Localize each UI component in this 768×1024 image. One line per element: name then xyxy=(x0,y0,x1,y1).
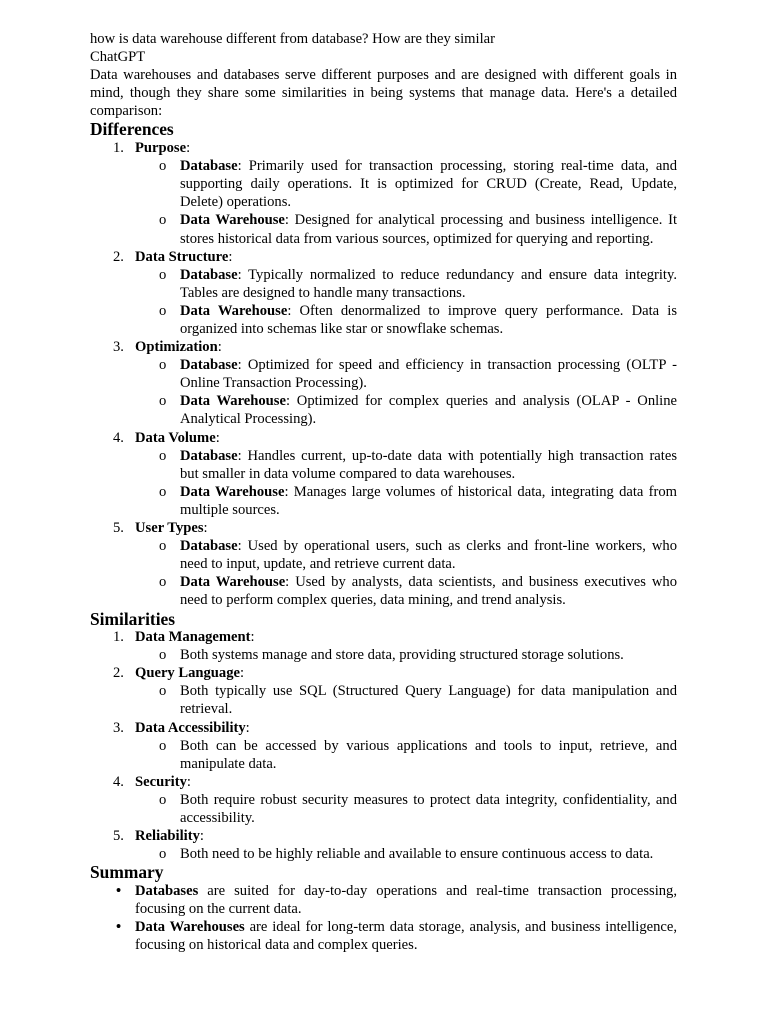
sub-list-item xyxy=(135,537,677,573)
sub-item-text: Both typically use SQL (Structured Query Language) for data manipulation and retrieval. xyxy=(180,683,677,718)
sub-item-text: : Typically normalized to reduce redundancy and ensure data integrity. Tables are designed to handle many transactions. xyxy=(180,266,677,301)
sub-list-item xyxy=(135,791,677,827)
summary-list xyxy=(90,882,677,954)
intro-paragraph: Data warehouses and databases serve different purposes and are designed with different goals in mind, though they share some similarities in being systems that manage data. Here's a detailed comparison: xyxy=(90,67,677,120)
list-item xyxy=(90,719,677,773)
summary-heading: Summary xyxy=(90,862,164,883)
sub-item-label: Database xyxy=(180,447,238,464)
circle-bullet-icon: o xyxy=(159,538,167,555)
circle-bullet-icon: o xyxy=(159,302,167,319)
sub-list-item xyxy=(135,447,677,483)
sub-list-item xyxy=(135,646,677,664)
sub-list xyxy=(135,266,677,338)
circle-bullet-icon: o xyxy=(159,483,167,500)
sub-item-text: : Used by operational users, such as clerks and front-line workers, who need to input, update, and retrieve current data. xyxy=(180,538,677,573)
sections-container xyxy=(90,120,677,863)
sub-item-text: : Often denormalized to improve query performance. Data is organized into schemas like star or snowflake schemas. xyxy=(180,302,677,337)
sub-list xyxy=(135,537,677,609)
item-number: 3. xyxy=(113,339,124,356)
list-item xyxy=(90,139,677,248)
sub-list-item xyxy=(135,211,677,247)
sub-item-label: Database xyxy=(180,158,238,175)
sub-list-item xyxy=(135,682,677,718)
circle-bullet-icon: o xyxy=(159,791,167,808)
summary-item-text: are ideal for long-term data storage, analysis, and business intelligence, focusing on historical data and complex queries. xyxy=(135,919,677,954)
sub-list-item xyxy=(135,845,677,863)
item-number: 2. xyxy=(113,665,124,682)
bullet-icon: • xyxy=(116,919,122,936)
circle-bullet-icon: o xyxy=(159,393,167,410)
sub-list-item xyxy=(135,157,677,211)
circle-bullet-icon: o xyxy=(159,846,167,863)
list-item xyxy=(90,628,677,664)
item-colon: : xyxy=(203,520,208,537)
sub-item-text: Both require robust security measures to protect data integrity, confidentiality, and accessibility. xyxy=(180,791,677,827)
item-number: 1. xyxy=(113,629,124,646)
circle-bullet-icon: o xyxy=(159,357,167,374)
sub-item-text: : Used by analysts, data scientists, and business executives who need to perform complex queries, data mining, and trend analysis. xyxy=(180,574,677,609)
sub-item-text: : Manages large volumes of historical data, integrating data from multiple sources. xyxy=(180,483,677,518)
summary-item-label: Data Warehouses xyxy=(135,919,245,936)
numbered-list xyxy=(90,139,677,609)
item-number: 4. xyxy=(113,429,124,446)
item-title: Data Management xyxy=(135,629,251,646)
circle-bullet-icon: o xyxy=(159,683,167,700)
circle-bullet-icon: o xyxy=(159,737,167,754)
list-item xyxy=(90,429,677,519)
sub-item-label: Database xyxy=(180,357,238,374)
summary-item-label: Databases xyxy=(135,882,199,899)
numbered-list xyxy=(90,628,677,863)
item-title: Reliability xyxy=(135,828,200,845)
sub-item-label: Database xyxy=(180,266,238,283)
sub-list-item xyxy=(135,392,677,428)
question-text: how is data warehouse different from database? How are they similar xyxy=(90,31,495,47)
item-colon: : xyxy=(250,629,255,646)
list-item xyxy=(90,338,677,428)
item-colon: : xyxy=(186,773,191,790)
sub-list xyxy=(135,157,677,247)
circle-bullet-icon: o xyxy=(159,574,167,591)
circle-bullet-icon: o xyxy=(159,447,167,464)
sub-item-text: : Primarily used for transaction processing, storing real-time data, and supporting daily operations. It is optimized for CRUD (Create, Read, Update, Delete) operations. xyxy=(180,158,677,211)
sub-list-item xyxy=(135,266,677,302)
item-title: Query Language xyxy=(135,665,240,682)
item-number: 3. xyxy=(113,719,124,736)
sub-list xyxy=(135,646,677,664)
item-title: Purpose xyxy=(135,140,187,157)
sub-item-text: : Optimized for speed and efficiency in transaction processing (OLTP - Online Transaction Processing). xyxy=(180,357,677,392)
summary-item xyxy=(90,918,677,954)
item-colon: : xyxy=(215,429,220,446)
circle-bullet-icon: o xyxy=(159,266,167,283)
item-number: 1. xyxy=(113,140,124,157)
item-number: 4. xyxy=(113,773,124,790)
sub-item-text: Both need to be highly reliable and available to ensure continuous access to data. xyxy=(180,846,654,863)
section-heading: Similarities xyxy=(90,608,176,629)
bullet-icon: • xyxy=(116,882,122,899)
item-title: Data Structure xyxy=(135,248,229,265)
item-colon: : xyxy=(240,665,245,682)
item-title: User Types xyxy=(135,520,204,537)
sub-list xyxy=(135,682,677,718)
summary-item xyxy=(90,882,677,918)
sub-item-text: Both can be accessed by various applications and tools to input, retrieve, and manipulate data. xyxy=(180,737,677,772)
sub-list xyxy=(135,845,677,863)
item-number: 2. xyxy=(113,248,124,265)
item-colon: : xyxy=(186,140,191,157)
circle-bullet-icon: o xyxy=(159,158,167,175)
item-title: Data Accessibility xyxy=(135,719,246,736)
list-item xyxy=(90,827,677,863)
item-title: Optimization xyxy=(135,339,218,356)
sub-item-label: Data Warehouse xyxy=(180,393,286,410)
sub-item-label: Data Warehouse xyxy=(180,302,288,319)
section-heading: Differences xyxy=(90,119,174,140)
sub-list-item xyxy=(135,356,677,392)
sub-item-text: : Optimized for complex queries and analysis (OLAP - Online Analytical Processing). xyxy=(180,393,678,428)
item-title: Data Volume xyxy=(135,429,216,446)
sub-list-item xyxy=(135,573,677,609)
item-title: Security xyxy=(135,773,187,790)
sub-item-text: : Handles current, up-to-date data with potentially high transaction rates but smaller in data volume compared to data warehouses. xyxy=(180,447,677,482)
sub-item-label: Data Warehouse xyxy=(180,212,285,229)
sub-list xyxy=(135,791,677,827)
author-label: ChatGPT xyxy=(90,49,146,66)
summary-item-text: are suited for day-to-day operations and real-time transaction processing, focusing on the current data. xyxy=(135,882,677,917)
item-colon: : xyxy=(228,248,233,265)
sub-list-item xyxy=(135,302,677,338)
sub-item-text: Both systems manage and store data, providing structured storage solutions. xyxy=(180,647,624,664)
document-page xyxy=(90,30,677,954)
sub-item-label: Data Warehouse xyxy=(180,483,285,500)
item-number: 5. xyxy=(113,520,124,537)
sub-list xyxy=(135,356,677,428)
circle-bullet-icon: o xyxy=(159,212,167,229)
item-number: 5. xyxy=(113,828,124,845)
sub-list xyxy=(135,737,677,773)
list-item xyxy=(90,519,677,609)
sub-list-item xyxy=(135,483,677,519)
sub-list xyxy=(135,447,677,519)
sub-item-label: Database xyxy=(180,538,238,555)
item-colon: : xyxy=(199,828,204,845)
list-item xyxy=(90,773,677,827)
sub-item-label: Data Warehouse xyxy=(180,574,286,591)
list-item xyxy=(90,664,677,718)
list-item xyxy=(90,248,677,338)
item-colon: : xyxy=(245,719,250,736)
sub-list-item xyxy=(135,737,677,773)
sub-item-text: : Designed for analytical processing and business intelligence. It stores historical data from various sources, optimized for querying and reporting. xyxy=(180,212,678,247)
item-colon: : xyxy=(217,339,222,356)
circle-bullet-icon: o xyxy=(159,647,167,664)
